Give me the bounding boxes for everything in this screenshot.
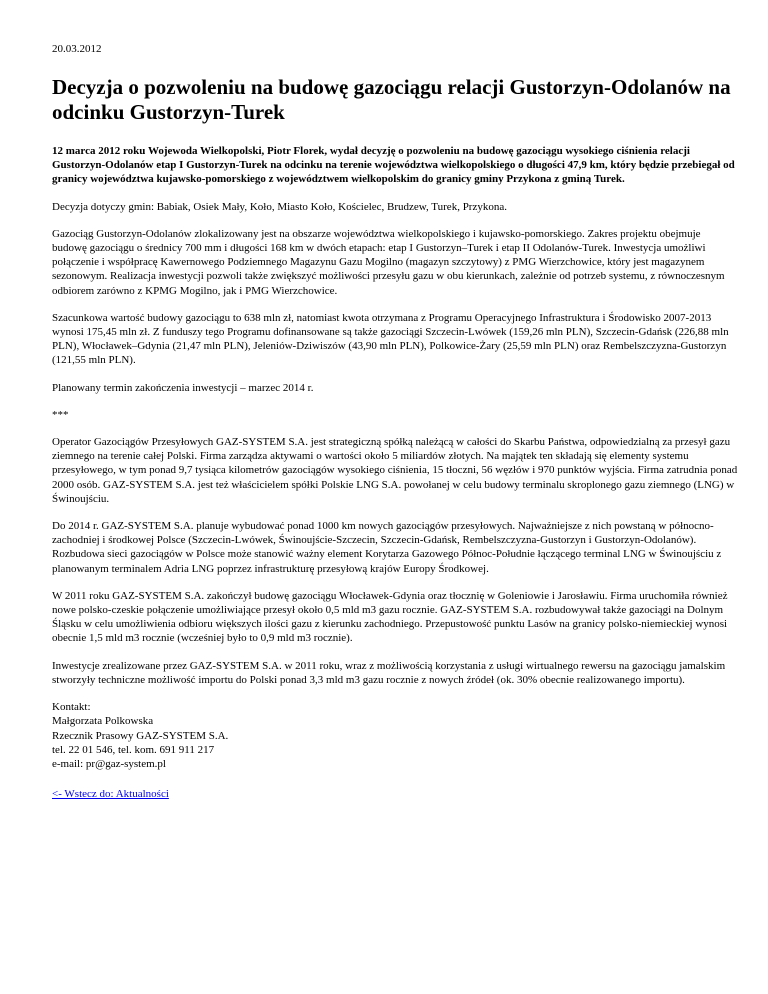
paragraph-import-capacity: Inwestycje zrealizowane przez GAZ-SYSTEM S.A. w 2011 roku, wraz z możliwością korzystania z usługi wirtualnego rewersu na gazociągu jamalskim stworzyły techniczne możliwość importu do Polski ponad 3,3 mld m3 gazu rocznie z nowych źródeł (ok. 30% obecnie realizowanego importu). <box>52 659 726 686</box>
paragraph-deadline: Planowany termin zakończenia inwestycji – marzec 2014 r. <box>52 381 314 394</box>
contact-phone: tel. 22 01 546, tel. kom. 691 911 217 <box>52 743 215 756</box>
back-to-news-link[interactable]: <- Wstecz do: Aktualności <box>52 788 169 801</box>
paragraph-2011-achievements: W 2011 roku GAZ-SYSTEM S.A. zakończył budowę gazociągu Włocławek-Gdynia oraz tłocznię w Goleniowie i Jarosławiu. Firma uruchomiła również nowe polsko-czeskie połączenie umożliwiające przesył około 0,5 mld m3 gazu rocznie. GAZ-SYSTEM S.A. rozbudowywał także gazociągi na Dolnym Śląsku w celu umożliwienia odbioru większych ilości gazu z kierunku zachodniego. Przepustowość punktu Lasów na granicy polsko-niemieckiej wynosi obecnie 1,5 mld m3 rocznie (wcześniej było to 0,9 mld m3 rocznie). <box>52 589 728 645</box>
contact-email: e-mail: pr@gaz-system.pl <box>52 757 166 770</box>
paragraph-municipalities: Decyzja dotyczy gmin: Babiak, Osiek Mały, Koło, Miasto Koło, Kościelec, Brudzew, Turek, Przykona. <box>52 200 507 213</box>
paragraph-plans: Do 2014 r. GAZ-SYSTEM S.A. planuje wybudować ponad 1000 km nowych gazociągów przesyłowych. Najważniejsze z nich powstaną w północno-zachodniej i środkowej Polsce (Szczecin-Lwówek, Świnoujście-Szczecin, Szczecin-Gdańsk, Rembelszczyzna-Gustorzyn i Gustorzyn-Odolanów). Rozbudowa sieci gazociągów w Polsce może stanowić ważny element Korytarza Gazowego Północ-Południe łączącego terminal LNG w Świnoujściu z planowanym terminalem Adria LNG poprzez infrastrukturę przesyłową krajów Europy Środkowej. <box>52 520 722 575</box>
contact-role: Rzecznik Prasowy GAZ-SYSTEM S.A. <box>52 729 229 742</box>
article-lead: 12 marca 2012 roku Wojewoda Wielkopolski, Piotr Florek, wydał decyzję o pozwoleniu na budowę gazociągu wysokiego ciśnienia relacji Gustorzyn-Odolanów etap I Gustorzyn-Turek na odcinku na terenie województwa wielkopolskiego o długości 47,9 km, który będzie przebiegał od granicy województwa kujawsko-pomorskiego z województwem wielkopolskim do granicy gminy Przykona z gminą Turek. <box>52 145 735 186</box>
paragraph-cost: Szacunkowa wartość budowy gazociągu to 638 mln zł, natomiast kwota otrzymana z Programu Operacyjnego Infrastruktura i Środowisko 2007-2013 wynosi 175,45 mln zł. Z funduszy tego Programu dofinansowane są także gazociągi Szczecin-Lwówek (159,26 mln PLN), Szczecin-Gdańsk (226,88 mln PLN), Włocławek–Gdynia (21,47 mln PLN), Jeleniów-Dziwiszów (43,90 mln PLN), Polkowice-Żary (25,59 mln PLN) oraz Rembelszczyzna-Gustorzyn (121,55 mln PLN). <box>52 311 729 367</box>
contact-heading: Kontakt: <box>52 701 91 714</box>
paragraph-project-scope: Gazociąg Gustorzyn-Odolanów zlokalizowany jest na obszarze województwa wielkopolskiego i kujawsko-pomorskiego. Zakres projektu obejmuje budowę gazociągu o średnicy 700 mm i długości 168 km w dwóch etapach: etap I Gustorzyn–Turek i etap II Odolanów-Turek. Inwestycja umożliwi połączenie i współpracę Kawernowego Podziemnego Magazynu Gazu Mogilno (magazyn szczytowy) z PMG Wierzchowice, który jest magazynem sezonowym. Realizacja inwestycji pozwoli także zwiększyć możliwości przesyłu gazu w obu kierunkach, zależnie od potrzeb systemu, z równoczesnym odbiorem zarówno z KPMG Mogilno, jak i PMG Wierzchowice. <box>52 227 725 297</box>
article-title: Decyzja o pozwoleniu na budowę gazociągu relacji Gustorzyn-Odolanów na odcinku Gustorzyn-Turek <box>52 75 731 124</box>
section-separator: *** <box>52 408 69 421</box>
contact-block <box>52 700 738 771</box>
article-date: 20.03.2012 <box>52 43 102 55</box>
paragraph-company-profile: Operator Gazociągów Przesyłowych GAZ-SYSTEM S.A. jest strategiczną spółką należącą w całości do Skarbu Państwa, odpowiedzialną za przesył gazu ziemnego na terenie całej Polski. Firma zarządza aktywami o wartości około 5 miliardów złotych. Na majątek ten składają się elementy systemu przesyłowego, w tym ponad 9,7 tysiąca kilometrów gazociągów wysokiego ciśnienia, 15 tłoczni, 56 węzłów i 970 punktów wyjścia. Firma zatrudnia ponad 2000 osób. GAZ-SYSTEM S.A. jest też właścicielem spółki Polskie LNG S.A. powołanej w celu budowy terminalu skroplonego gazu ziemnego (LNG) w Świnoujściu. <box>52 436 738 505</box>
contact-name: Małgorzata Polkowska <box>52 715 154 728</box>
